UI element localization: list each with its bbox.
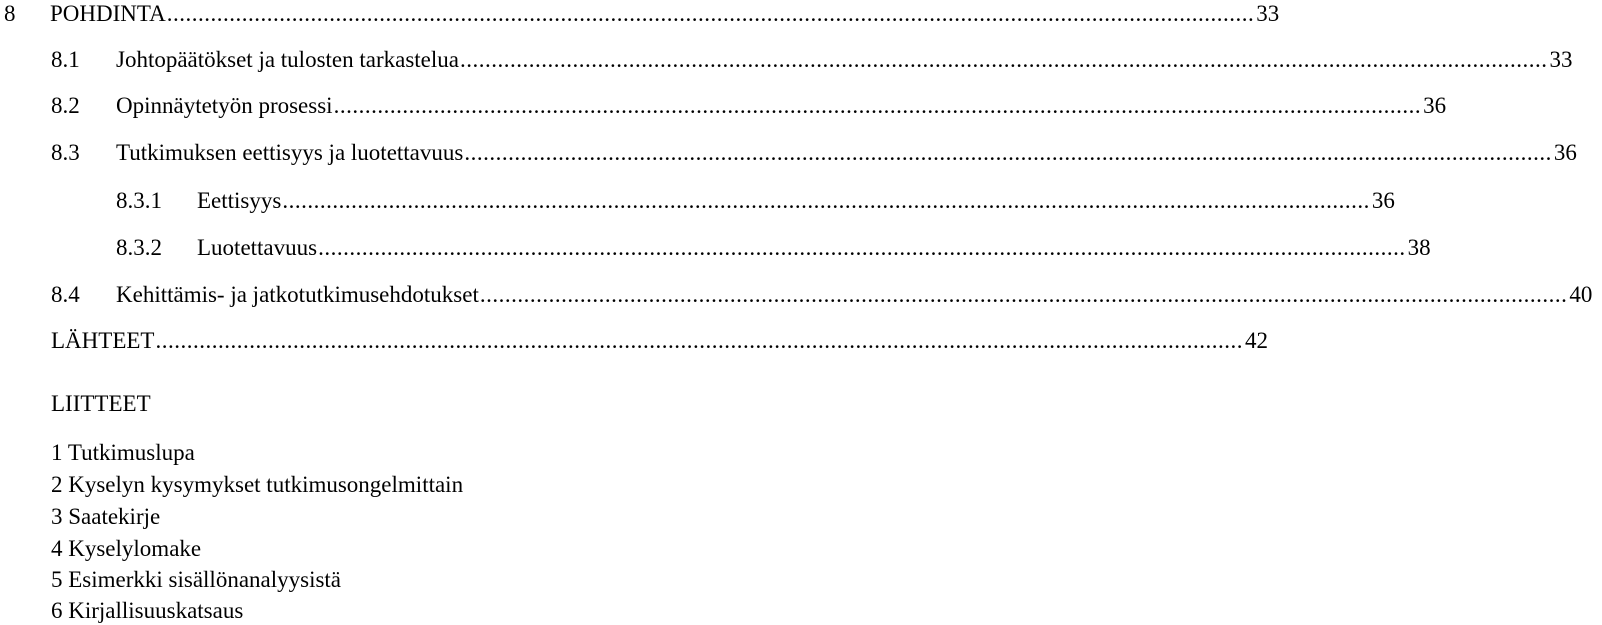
toc-entry-number: 8.1	[51, 47, 80, 72]
toc-entry-number: 8	[4, 1, 16, 26]
dot-leader: ..............................................................................................................................................................................	[318, 235, 1406, 260]
appendix-item: 4 Kyselylomake	[51, 536, 202, 561]
toc-entry-title: LÄHTEET	[51, 328, 155, 353]
toc-entry-title: POHDINTA	[50, 1, 166, 26]
dot-leader: ..............................................................................................................................................................................	[333, 93, 1422, 118]
toc-entry-number: 8.3.1	[116, 188, 162, 213]
toc-entry-page: 40	[1569, 282, 1593, 307]
toc-entry-page: 33	[1549, 47, 1573, 72]
toc-entry-page: 36	[1423, 93, 1447, 118]
toc-entry-title: Eettisyys	[197, 188, 282, 213]
dot-leader: ..............................................................................................................................................................................	[460, 47, 1548, 72]
appendix-item: 2 Kyselyn kysymykset tutkimusongelmittain	[51, 472, 464, 497]
dot-leader: ..............................................................................................................................................................................	[479, 282, 1568, 307]
dot-leader: ..............................................................................................................................................................................	[166, 1, 1255, 26]
appendix-item: 3 Saatekirje	[51, 504, 161, 529]
toc-entry-number: 8.2	[51, 93, 80, 118]
toc-entry-title: Kehittämis- ja jatkotutkimusehdotukset	[116, 282, 479, 307]
toc-entry-lahteet[interactable]	[0, 327, 1268, 355]
dot-leader: ..............................................................................................................................................................................	[282, 188, 1370, 213]
toc-entry-8-2[interactable]	[0, 92, 1447, 120]
toc-entry-page: 36	[1553, 140, 1577, 165]
toc-entry-8-3[interactable]	[0, 139, 1577, 167]
appendix-item: 1 Tutkimuslupa	[51, 440, 195, 465]
toc-entry-title: Opinnäytetyön prosessi	[116, 93, 333, 118]
toc-entry-title: Tutkimuksen eettisyys ja luotettavuus	[116, 140, 464, 165]
toc-entry-page: 33	[1256, 1, 1280, 26]
appendix-item: 6 Kirjallisuuskatsaus	[51, 598, 244, 623]
toc-entry-title: Johtopäätökset ja tulosten tarkastelua	[116, 47, 459, 72]
toc-entry-page: 42	[1244, 328, 1268, 353]
toc-entry-8-3-2[interactable]	[0, 234, 1431, 262]
toc-entry-number: 8.3	[51, 140, 80, 165]
toc-entry-8-3-1[interactable]	[0, 187, 1395, 215]
toc-entry-title: Luotettavuus	[197, 235, 318, 260]
dot-leader: ..............................................................................................................................................................................	[464, 140, 1552, 165]
toc-entry-number: 8.4	[51, 282, 80, 307]
appendix-item: 5 Esimerkki sisällönanalyysistä	[51, 567, 342, 592]
appendices-heading: LIITTEET	[51, 391, 151, 416]
toc-entry-number: 8.3.2	[116, 235, 162, 260]
toc-entry-page: 38	[1407, 235, 1431, 260]
toc-entry-page: 36	[1371, 188, 1395, 213]
toc-entry-8[interactable]	[0, 0, 1280, 28]
toc-entry-8-4[interactable]	[0, 281, 1593, 309]
dot-leader: ..............................................................................................................................................................................	[155, 328, 1243, 353]
toc-entry-8-1[interactable]	[0, 46, 1573, 74]
